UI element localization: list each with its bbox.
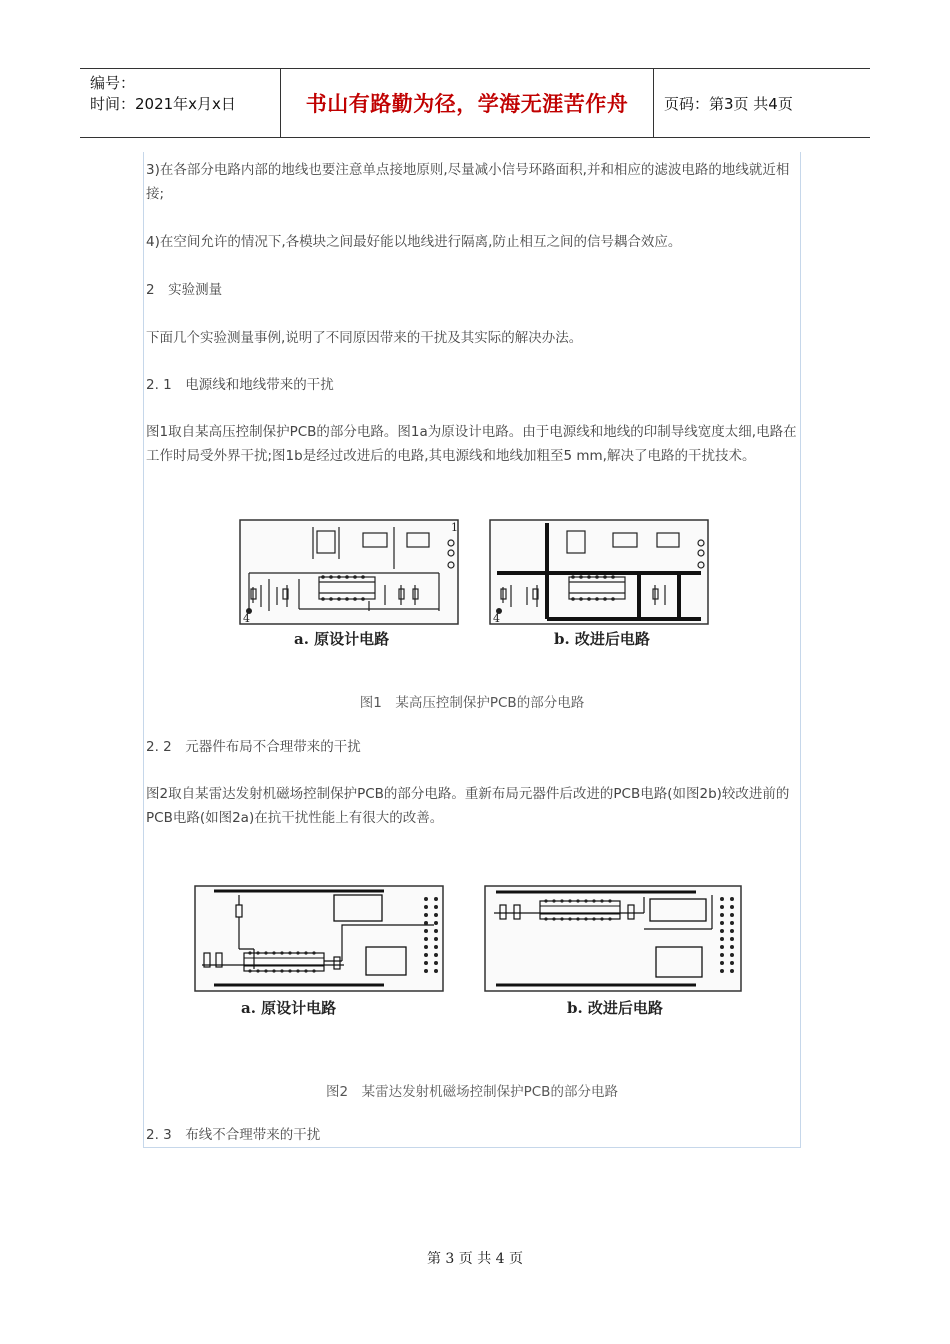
- figure-1-caption: 图1 某高压控制保护PCB的部分电路: [359, 695, 585, 711]
- fig1a-corner-num-1: 1: [451, 521, 458, 534]
- figure-1b-label: b. 改进后电路: [554, 630, 650, 648]
- figure-2-caption: 图2 某雷达发射机磁场控制保护PCB的部分电路: [326, 1084, 618, 1100]
- figure-1a-pcb-image: [239, 519, 459, 625]
- figure-2a-label: a. 原设计电路: [241, 999, 337, 1017]
- fig1b-corner-num-4: 4: [493, 612, 500, 625]
- time-label: 时间：2021年x月x日: [90, 95, 236, 113]
- page-footer: 第 3 页 共 4 页: [426, 1251, 524, 1267]
- figure-1b-pcb-image: [489, 519, 709, 625]
- section-heading-2-1: 2. 1 电源线和地线带来的干扰: [146, 377, 334, 393]
- paragraph-fig1-description: 图1取自某高压控制保护PCB的部分电路。图1a为原设计电路。由于电源线和地线的印制导线宽度太细,电路在工作时局受外界干扰;图1b是经过改进后的电路,其电源线和地线加粗至5 mm,解决了电路的干扰技术。: [146, 424, 797, 464]
- header-motto-cell: [281, 69, 654, 137]
- figure-2b-label: b. 改进后电路: [567, 999, 663, 1017]
- figure-2b-pcb-image: [484, 885, 742, 992]
- paragraph-3: 3)在各部分电路内部的地线也要注意单点接地原则,尽量减小信号环路面积,并和相应的滤波电路的地线就近相接;: [146, 162, 790, 202]
- paragraph-fig2-description: 图2取自某雷达发射机磁场控制保护PCB的部分电路。重新布局元器件后改进的PCB电路(如图2b)较改进前的PCB电路(如图2a)在抗干扰性能上有很大的改善。: [146, 786, 790, 826]
- paragraph-4: 4)在空间允许的情况下,各模块之间最好能以地线进行隔离,防止相互之间的信号耦合效应。: [146, 234, 682, 250]
- header-page-info: 页码：第3页 共4页: [664, 94, 793, 113]
- paragraph-intro: 下面几个实验测量事例,说明了不同原因带来的干扰及其实际的解决办法。: [146, 330, 583, 346]
- section-heading-2-2: 2. 2 元器件布局不合理带来的干扰: [146, 739, 361, 755]
- section-heading-2: 2 实验测量: [146, 282, 223, 298]
- figure-2a-pcb-image: [194, 885, 444, 992]
- document-header: [80, 68, 870, 138]
- number-label: 编号：: [90, 74, 136, 92]
- section-heading-2-3: 2. 3 布线不合理带来的干扰: [146, 1127, 321, 1143]
- fig1a-corner-num-4: 4: [243, 612, 250, 625]
- article-body: [143, 152, 801, 1148]
- header-motto: 书山有路勤为径，学海无涯苦作舟: [305, 92, 629, 116]
- header-meta: [80, 69, 281, 137]
- figure-1a-label: a. 原设计电路: [294, 630, 390, 648]
